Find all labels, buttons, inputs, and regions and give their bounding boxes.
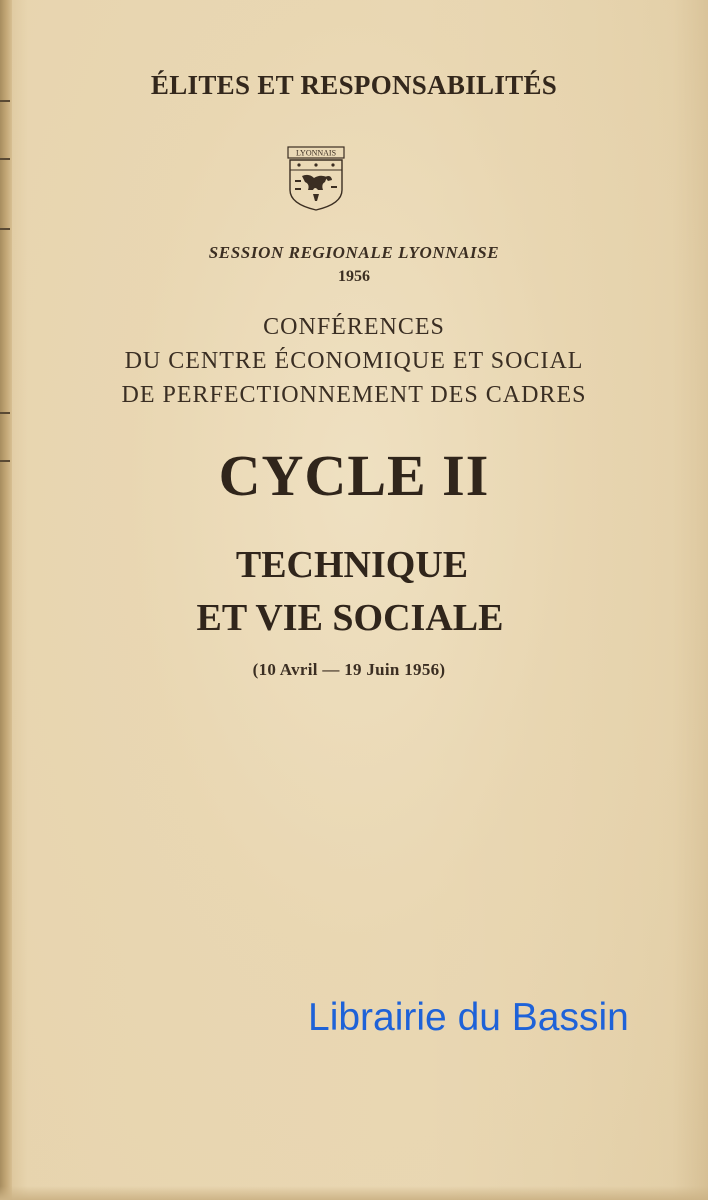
page-bottom-edge xyxy=(0,1186,708,1200)
conference-line: DE PERFECTIONNEMENT DES CADRES xyxy=(121,382,587,408)
session-title: SESSION REGIONALE LYONNAISE xyxy=(208,243,500,262)
date-range: (10 Avril — 19 Juin 1956) xyxy=(252,660,446,679)
subtitle-line: ET VIE SOCIALE xyxy=(196,597,504,639)
spine-mark xyxy=(0,228,10,230)
subtitle-line: TECHNIQUE xyxy=(235,544,469,586)
conference-line: DU CENTRE ÉCONOMIQUE ET SOCIAL xyxy=(124,348,584,374)
emblem-banner-text: LYONNAIS xyxy=(295,148,337,158)
spine-mark xyxy=(0,412,10,414)
conference-line: CONFÉRENCES xyxy=(263,314,445,340)
cycle-title: CYCLE II xyxy=(218,443,490,508)
spine-mark xyxy=(0,158,10,160)
bookseller-watermark: Librairie du Bassin xyxy=(308,996,629,1039)
session-year: 1956 xyxy=(338,268,370,285)
series-title: ÉLITES ET RESPONSABILITÉS xyxy=(150,70,558,100)
lyon-coat-of-arms-icon xyxy=(287,146,345,212)
